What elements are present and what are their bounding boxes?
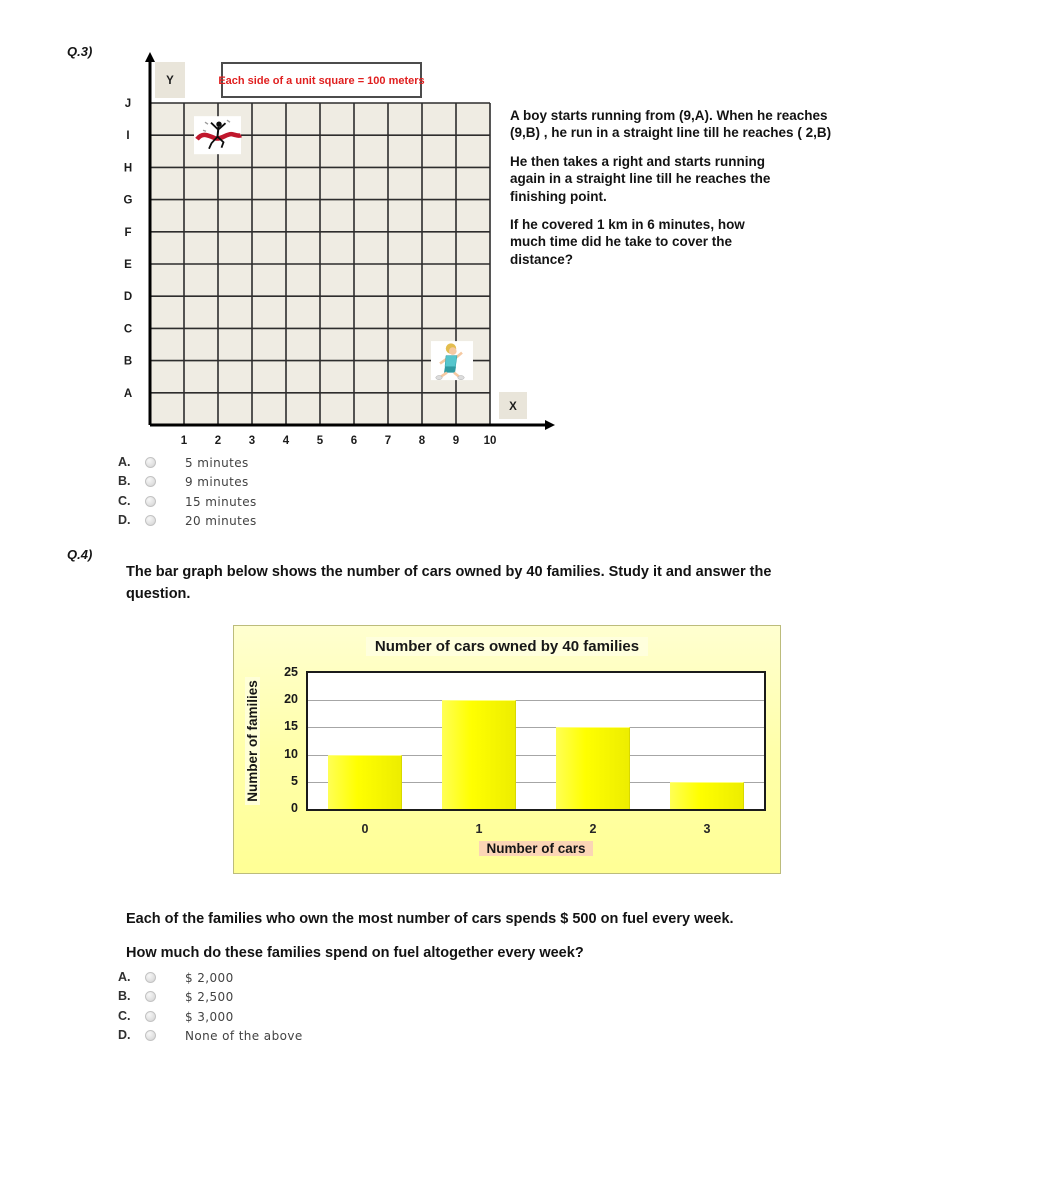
q4-option-row — [118, 988, 438, 1007]
grid-col-label: 7 — [384, 435, 392, 447]
q3-grid-svg — [100, 50, 570, 460]
chart-bar — [328, 755, 402, 809]
grid-col-label: 9 — [452, 435, 460, 447]
q3-number: Q.3) — [67, 44, 93, 59]
q4-question-text: How much do these families spend on fuel altogether every week? — [126, 945, 584, 961]
q3-options — [118, 454, 438, 531]
q4-option-row — [118, 1027, 438, 1046]
chart-x-axis-label: Number of cars — [479, 841, 592, 856]
chart-x-tick-label: 0 — [361, 822, 369, 836]
q3-option-row — [118, 512, 438, 531]
chart-y-tick-label: 20 — [284, 692, 298, 707]
radio-button-icon[interactable] — [145, 991, 156, 1002]
chart-y-tick-label: 15 — [284, 719, 298, 734]
grid-col-label: 1 — [180, 435, 188, 447]
chart-x-tick-label: 3 — [703, 822, 711, 836]
chart-title: Number of cars owned by 40 families — [366, 637, 648, 656]
grid-col-label: 5 — [316, 435, 324, 447]
q4-option-label: $ 2,000 — [185, 971, 234, 985]
q3-option-row — [118, 473, 438, 492]
q4-option-row — [118, 1008, 438, 1027]
radio-button-icon[interactable] — [145, 1011, 156, 1022]
grid-row-label: G — [123, 194, 133, 207]
q4-intro-line-2: question. — [126, 586, 191, 602]
grid-row-label: F — [124, 226, 132, 239]
grid-row-label: I — [126, 130, 130, 143]
chart-y-tick-label: 10 — [284, 746, 298, 761]
grid-col-label: 3 — [248, 435, 256, 447]
chart-y-tick-label: 0 — [291, 801, 298, 815]
chart-bar — [442, 700, 516, 809]
q3-statement-line: much time did he take to cover the — [510, 234, 733, 250]
q4-option-label: None of the above — [185, 1028, 303, 1043]
radio-button-icon[interactable] — [145, 476, 156, 487]
grid-col-label: 10 — [483, 435, 497, 447]
q3-statement-line: (9,B) , he run in a straight line till he reaches ( 2,B) — [510, 125, 832, 141]
grid-col-label: 6 — [350, 435, 358, 447]
q3-statement — [510, 107, 890, 279]
q3-option-letter: B. — [118, 474, 131, 489]
radio-button-icon[interactable] — [145, 1030, 156, 1041]
q3-option-letter: D. — [118, 512, 131, 527]
bar-chart — [233, 625, 781, 874]
q3-option-label: 15 minutes — [185, 494, 257, 509]
running-boy-icon — [431, 341, 473, 380]
grid-row-label: C — [123, 323, 133, 336]
grid-col-label: 4 — [282, 435, 290, 447]
q3-option-row — [118, 493, 438, 512]
grid-row-label: J — [124, 98, 132, 110]
chart-bar — [670, 782, 744, 809]
q3-statement-paragraph — [510, 216, 890, 268]
grid-col-label: 2 — [214, 435, 222, 447]
radio-button-icon[interactable] — [145, 972, 156, 983]
q4-option-row — [118, 969, 438, 988]
chart-title-wrap — [234, 637, 780, 656]
chart-y-tick-label: 5 — [291, 773, 298, 788]
chart-plot-area — [306, 671, 766, 811]
q4-intro-line-1: The bar graph below shows the number of cars owned by 40 families. Study it and answer the — [126, 564, 772, 580]
q4-number: Q.4) — [67, 547, 93, 562]
radio-button-icon[interactable] — [145, 496, 156, 507]
q3-option-label: 9 minutes — [185, 475, 249, 490]
unit-caption-text: Each side of a unit square = 100 meters — [218, 75, 425, 87]
x-axis-arrow-icon — [545, 420, 555, 430]
q3-statement-line: He then takes a right and starts running — [510, 153, 766, 169]
q3-statement-line: distance? — [510, 251, 574, 267]
radio-button-icon[interactable] — [145, 457, 156, 468]
grid-row-label: H — [123, 162, 133, 175]
y-axis-name: Y — [166, 75, 174, 87]
chart-x-tick-label: 1 — [475, 822, 483, 836]
q3-option-letter: A. — [118, 455, 131, 469]
q3-statement-line: finishing point. — [510, 188, 607, 204]
chart-bar — [556, 727, 630, 809]
radio-button-icon[interactable] — [145, 515, 156, 526]
q3-statement-line: again in a straight line till he reaches the — [510, 171, 771, 187]
chart-x-tick-label: 2 — [589, 822, 597, 836]
q3-statement-paragraph — [510, 153, 890, 205]
q3-statement-line: A boy starts running from (9,A). When he reaches — [510, 108, 828, 123]
chart-gridline — [308, 727, 764, 728]
q3-option-letter: C. — [118, 493, 131, 508]
q4-option-letter: B. — [118, 989, 131, 1004]
y-axis-arrow-icon — [145, 52, 155, 62]
q3-option-label: 20 minutes — [185, 513, 257, 528]
q4-option-label: $ 2,500 — [185, 990, 234, 1005]
finish-line-runner-icon — [194, 116, 241, 154]
q4-options — [118, 969, 438, 1046]
q3-option-label: 5 minutes — [185, 456, 249, 470]
q4-option-letter: D. — [118, 1027, 131, 1042]
q3-statement-paragraph — [510, 107, 890, 142]
q4-followup-text: Each of the families who own the most number of cars spends $ 500 on fuel every week. — [126, 911, 734, 927]
q3-option-row — [118, 454, 438, 473]
chart-y-tick-label: 25 — [284, 665, 298, 679]
chart-x-axis-label-wrap — [306, 840, 766, 858]
grid-row-label: D — [123, 291, 133, 304]
grid-col-label: 8 — [418, 435, 426, 447]
q3-statement-line: If he covered 1 km in 6 minutes, how — [510, 217, 745, 233]
grid-row-label: A — [123, 387, 133, 400]
q4-intro — [126, 561, 771, 605]
chart-y-axis-label: Number of families — [241, 671, 265, 811]
x-axis-name: X — [509, 401, 517, 413]
q4-option-letter: A. — [118, 970, 131, 984]
chart-gridline — [308, 700, 764, 701]
q4-option-letter: C. — [118, 1008, 131, 1023]
grid-row-label: E — [124, 259, 132, 271]
grid-row-label: B — [123, 355, 133, 368]
q4-option-label: $ 3,000 — [185, 1009, 234, 1024]
